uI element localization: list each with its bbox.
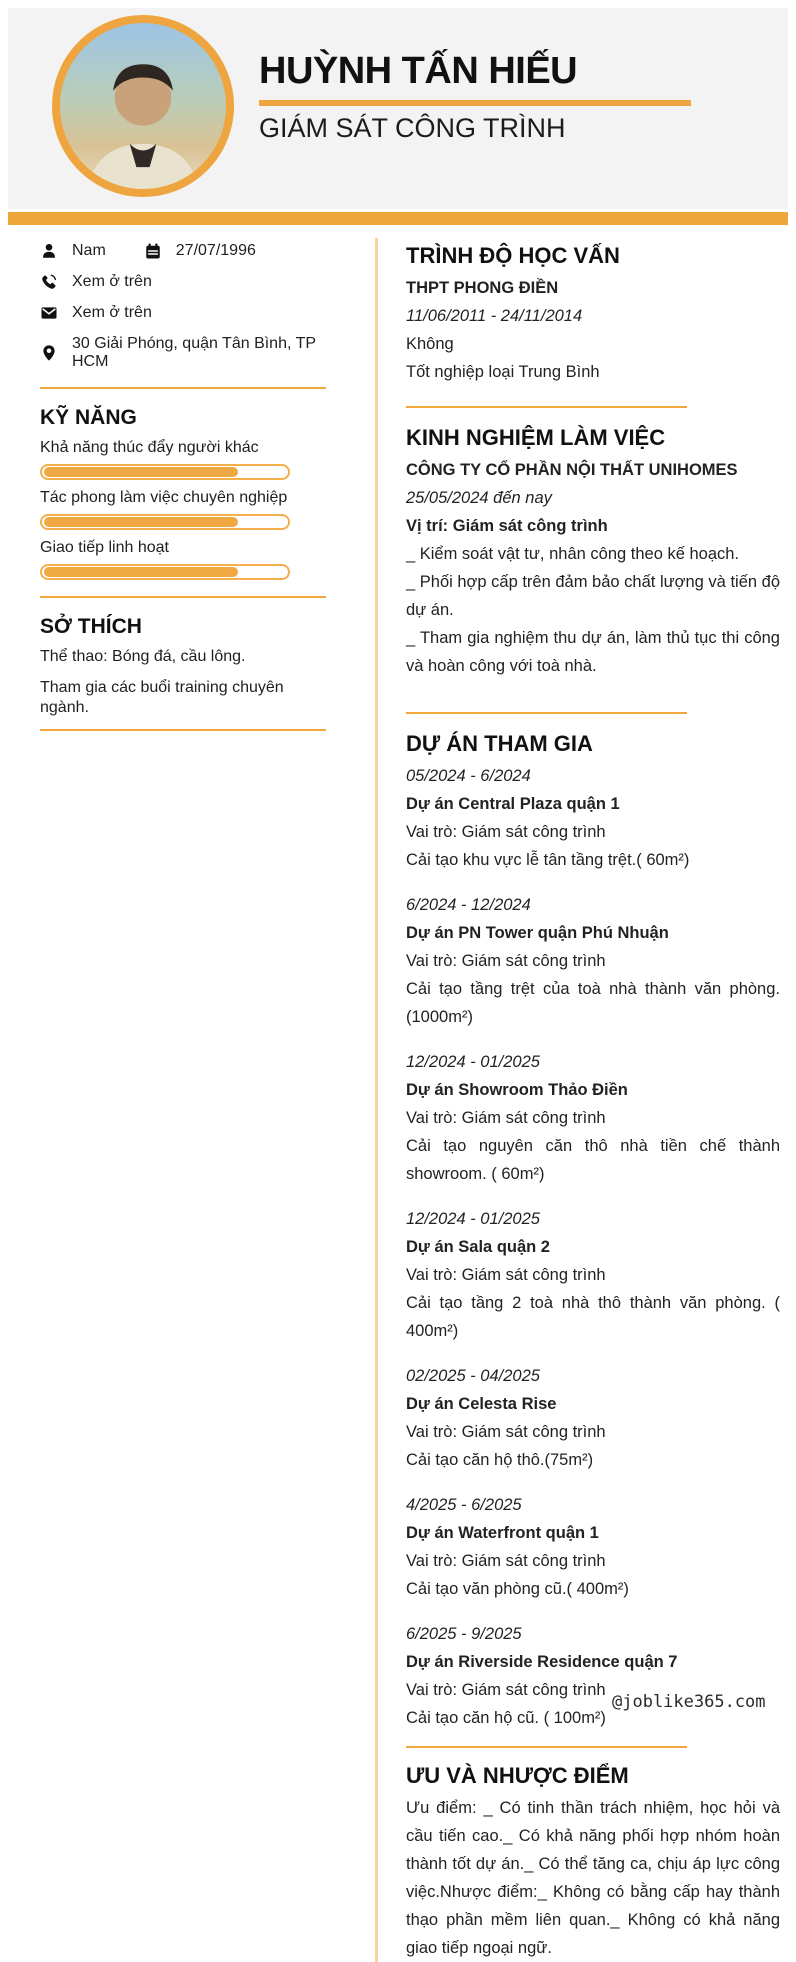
- project-period: 05/2024 - 6/2024: [406, 767, 531, 785]
- project-item: [406, 1048, 780, 1188]
- project-period: 6/2025 - 9/2025: [406, 1625, 522, 1643]
- project-period: 6/2024 - 12/2024: [406, 896, 531, 914]
- pros-cons-heading: ƯU VÀ NHƯỢC ĐIỂM: [406, 1763, 629, 1788]
- project-name: Dự án Showroom Thảo Điền: [406, 1081, 628, 1099]
- skill-label: Tác phong làm việc chuyên nghiệp: [40, 489, 288, 506]
- project-name: Dự án Riverside Residence quận 7: [406, 1653, 678, 1671]
- skill-progress-bar: [40, 564, 290, 580]
- project-period: 02/2025 - 04/2025: [406, 1367, 540, 1385]
- education-school: THPT PHONG ĐIỀN: [406, 279, 559, 297]
- experience-duty: _ Phối hợp cấp trên đảm bảo chất lượng và tiến độ dự án.: [406, 573, 780, 619]
- project-description: Cải tạo văn phòng cũ.( 400m²): [406, 1580, 629, 1598]
- experience-heading: KINH NGHIỆM LÀM VIỆC: [406, 425, 666, 450]
- project-role: Vai trò: Giám sát công trình: [406, 1109, 606, 1127]
- sidebar: [40, 242, 328, 731]
- project-name: Dự án PN Tower quận Phú Nhuận: [406, 924, 669, 942]
- hobby-item: Tham gia các buổi training chuyên ngành.: [40, 679, 284, 716]
- person-icon: [40, 242, 58, 260]
- experience-duty: _ Kiểm soát vật tư, nhân công theo kế hoạch.: [406, 545, 740, 563]
- project-item: [406, 891, 780, 1031]
- birthdate-value: 27/07/1996: [175, 242, 256, 259]
- skill-label: Khả năng thúc đẩy người khác: [40, 439, 259, 456]
- experience-period: 25/05/2024 đến nay: [406, 489, 552, 507]
- calendar-icon: [144, 242, 162, 260]
- project-role: Vai trò: Giám sát công trình: [406, 1266, 606, 1284]
- phone-icon: [40, 273, 58, 291]
- project-name: Dự án Central Plaza quận 1: [406, 795, 620, 813]
- name-underline: [259, 100, 691, 106]
- skill-item: [40, 439, 328, 480]
- project-role: Vai trò: Giám sát công trình: [406, 1423, 606, 1441]
- skill-progress-bar: [40, 464, 290, 480]
- address-value: 30 Giải Phóng, quận Tân Bình, TP HCM: [72, 335, 316, 370]
- map-pin-icon: [40, 344, 58, 362]
- candidate-name: HUỲNH TẤN HIẾU: [259, 50, 578, 92]
- skills-heading: KỸ NĂNG: [40, 406, 137, 429]
- skill-label: Giao tiếp linh hoạt: [40, 539, 169, 556]
- profile-photo: [52, 15, 234, 197]
- project-role: Vai trò: Giám sát công trình: [406, 823, 606, 841]
- project-name: Dự án Sala quận 2: [406, 1238, 550, 1256]
- sidebar-divider: [40, 729, 326, 731]
- contact-row-address: [40, 335, 328, 371]
- hobbies-heading: SỞ THÍCH: [40, 615, 142, 638]
- skill-progress-bar: [40, 514, 290, 530]
- skill-progress-fill: [44, 517, 238, 527]
- sidebar-divider: [40, 387, 326, 389]
- contact-row-phone: [40, 273, 328, 291]
- project-description: Cải tạo tầng trệt của toà nhà thành văn phòng. (1000m²): [406, 980, 780, 1026]
- contact-row-email: [40, 304, 328, 322]
- education-period: 11/06/2011 - 24/11/2014: [406, 307, 583, 325]
- skill-item: [40, 489, 328, 530]
- profile-photo-silhouette: [60, 41, 226, 197]
- project-period: 12/2024 - 01/2025: [406, 1053, 540, 1071]
- education-major: Không: [406, 335, 454, 353]
- experience-company: CÔNG TY CỔ PHẦN NỘI THẤT UNIHOMES: [406, 461, 738, 479]
- pros-cons-text: Ưu điểm: _ Có tinh thần trách nhiệm, học hỏi và cầu tiến cao._ Có khả năng phối hợp nhóm hoàn thành tốt dự án._ Có thể tăng ca, chịu áp lực công việc.Nhược điểm:_ Không có bằng cấp hay thành thạo phần mềm liên quan._ Không có khả năng giao tiếp ngoại ngữ.: [406, 1799, 780, 1957]
- gender-value: Nam: [72, 242, 106, 259]
- project-period: 4/2025 - 6/2025: [406, 1496, 522, 1514]
- education-result: Tốt nghiệp loại Trung Bình: [406, 363, 600, 381]
- project-description: Cải tạo tầng 2 toà nhà thô thành văn phòng. ( 400m²): [406, 1294, 780, 1340]
- accent-bar: [8, 212, 788, 225]
- project-name: Dự án Celesta Rise: [406, 1395, 557, 1413]
- project-description: Cải tạo khu vực lễ tân tầng trệt.( 60m²): [406, 851, 690, 869]
- project-role: Vai trò: Giám sát công trình: [406, 952, 606, 970]
- skill-item: [40, 539, 328, 580]
- project-description: Cải tạo nguyên căn thô nhà tiền chế thành showroom. ( 60m²): [406, 1137, 780, 1183]
- education-heading: TRÌNH ĐỘ HỌC VẤN: [406, 243, 620, 268]
- project-name: Dự án Waterfront quận 1: [406, 1524, 599, 1542]
- skill-progress-fill: [44, 467, 238, 477]
- phone-value: Xem ở trên: [72, 273, 152, 290]
- project-period: 12/2024 - 01/2025: [406, 1210, 540, 1228]
- project-role: Vai trò: Giám sát công trình: [406, 1552, 606, 1570]
- section-divider: [406, 1746, 687, 1748]
- experience-duty: _ Tham gia nghiệm thu dự án, làm thủ tục thi công và hoàn công với toà nhà.: [406, 629, 780, 675]
- projects-heading: DỰ ÁN THAM GIA: [406, 731, 593, 756]
- project-description: Cải tạo căn hộ cũ. ( 100m²): [406, 1709, 606, 1727]
- job-title: GIÁM SÁT CÔNG TRÌNH: [259, 113, 566, 143]
- project-role: Vai trò: Giám sát công trình: [406, 1681, 606, 1699]
- project-description: Cải tạo căn hộ thô.(75m²): [406, 1451, 594, 1469]
- watermark-text: @joblike365.com: [612, 1692, 766, 1712]
- section-divider: [406, 406, 687, 408]
- envelope-icon: [40, 304, 58, 322]
- section-divider: [406, 712, 687, 714]
- project-item: [406, 762, 780, 874]
- email-value: Xem ở trên: [72, 304, 152, 321]
- experience-position: Vị trí: Giám sát công trình: [406, 517, 608, 535]
- contact-row-gender-birthdate: [40, 242, 328, 260]
- project-item: [406, 1205, 780, 1345]
- project-item: [406, 1491, 780, 1603]
- sidebar-divider: [40, 596, 326, 598]
- project-item: [406, 1620, 780, 1732]
- skill-progress-fill: [44, 567, 238, 577]
- project-item: [406, 1362, 780, 1474]
- hobby-item: Thể thao: Bóng đá, cầu lông.: [40, 648, 246, 665]
